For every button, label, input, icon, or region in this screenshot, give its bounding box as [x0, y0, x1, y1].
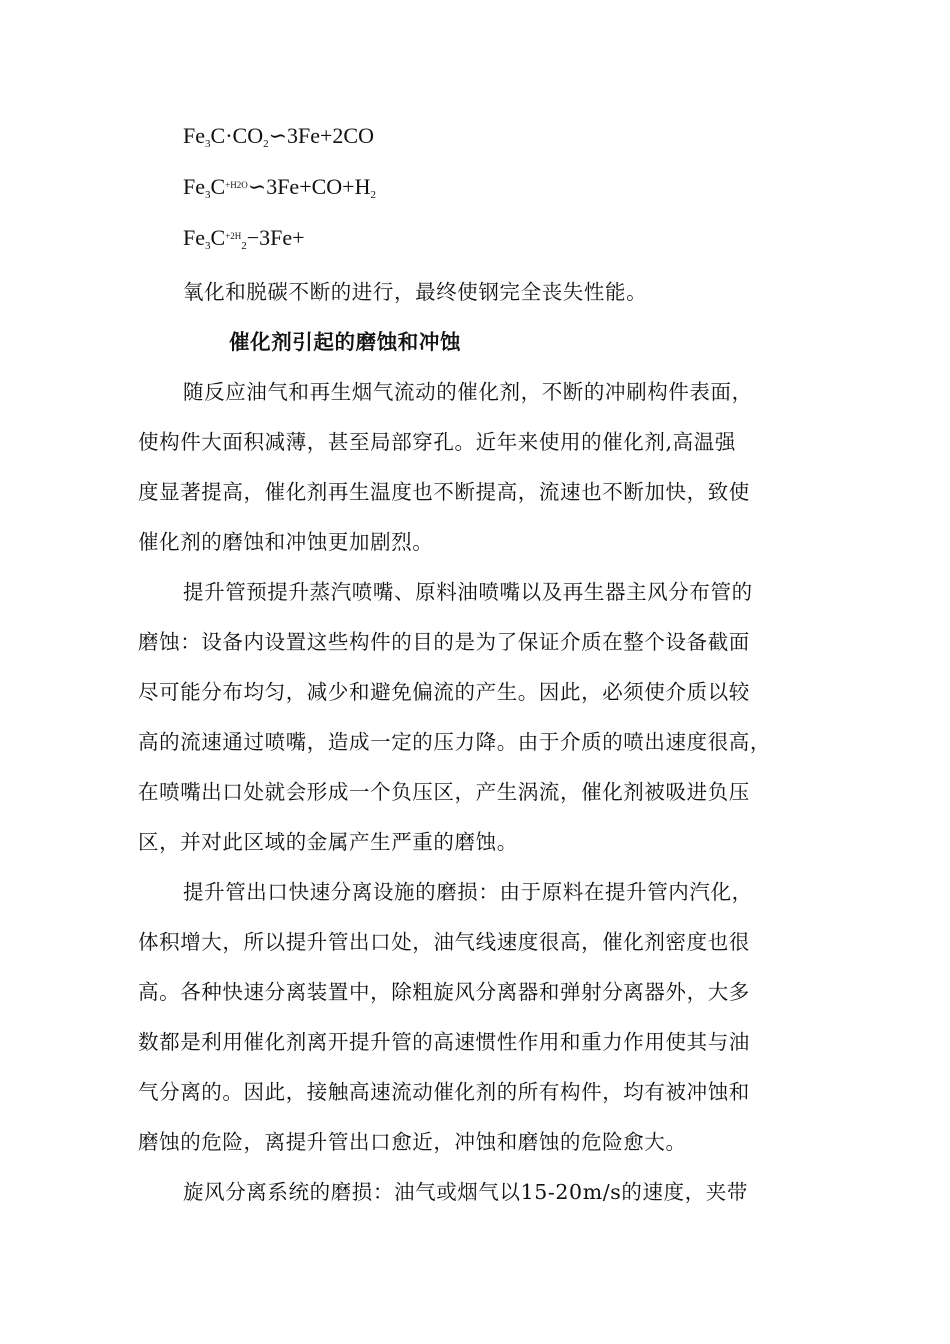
- paragraph-line: 磨蚀：设备内设置这些构件的目的是为了保证介质在整个设备截面: [138, 630, 750, 654]
- formula-superscript: +H: [225, 180, 237, 190]
- formula-superscript: 2: [236, 180, 242, 190]
- formula-subscript: 2: [241, 240, 247, 252]
- formula-text: Fe: [183, 174, 205, 199]
- paragraph-oxidation: 氧化和脱碳不断的进行，最终使钢完全丧失性能。: [183, 280, 648, 304]
- section-heading: 催化剂引起的磨蚀和冲蚀: [229, 330, 462, 354]
- paragraph-line: 提升管出口快速分离设施的磨损：由于原料在提升管内汽化，: [183, 880, 753, 904]
- formula-1: [183, 123, 374, 149]
- paragraph-line: 气分离的。因此，接触高速流动催化剂的所有构件，均有被冲蚀和: [138, 1080, 750, 1104]
- formula-text: Fe: [183, 123, 205, 148]
- formula-superscript: O: [241, 180, 248, 190]
- paragraph-line: 高的流速通过喷嘴，造成一定的压力降。由于介质的喷出速度很高，: [138, 730, 771, 754]
- formula-text: C: [210, 225, 226, 250]
- formula-subscript: 2: [370, 189, 376, 201]
- formula-text: ∽3Fe+CO+H: [247, 174, 371, 199]
- paragraph-line: 使构件大面积减薄，甚至局部穿孔。近年来使用的催化剂,高温强: [138, 430, 736, 454]
- paragraph-line: 催化剂的磨蚀和冲蚀更加剧烈。: [138, 530, 434, 554]
- paragraph-line: 数都是利用催化剂离开提升管的高速惯性作用和重力作用使其与油: [138, 1030, 750, 1054]
- formula-text: Fe: [183, 225, 205, 250]
- formula-subscript: 3: [205, 240, 211, 252]
- paragraph-line: 旋风分离系统的磨损：油气或烟气以15-20m/s的速度，夹带: [183, 1180, 748, 1204]
- paragraph-line: 随反应油气和再生烟气流动的催化剂，不断的冲刷构件表面，: [183, 380, 753, 404]
- paragraph-line: 磨蚀的危险，离提升管出口愈近，冲蚀和磨蚀的危险愈大。: [138, 1130, 687, 1154]
- formula-subscript: 2: [263, 138, 269, 150]
- formula-text: C: [210, 174, 226, 199]
- paragraph-line: 尽可能分布均匀，减少和避免偏流的产生。因此，必须使介质以较: [138, 680, 750, 704]
- formula-text: C: [210, 123, 226, 148]
- paragraph-line: 区，并对此区域的金属产生严重的磨蚀。: [138, 830, 518, 854]
- formula-subscript: 3: [205, 138, 211, 150]
- formula-superscript: +2H: [225, 231, 242, 241]
- paragraph-line: 提升管预提升蒸汽喷嘴、原料油喷嘴以及再生器主风分布管的: [183, 580, 753, 604]
- formula-text: −3Fe+: [246, 225, 305, 250]
- paragraph-line: 体积增大，所以提升管出口处，油气线速度很高，催化剂密度也很: [138, 930, 750, 954]
- paragraph-line: 度显著提高，催化剂再生温度也不断提高，流速也不断加快，致使: [138, 480, 750, 504]
- paragraph-line: 在喷嘴出口处就会形成一个负压区，产生涡流，催化剂被吸进负压: [138, 780, 750, 804]
- paragraph-line: 高。各种快速分离装置中，除粗旋风分离器和弹射分离器外，大多: [138, 980, 750, 1004]
- formula-subscript: 3: [205, 189, 211, 201]
- formula-2: [183, 174, 376, 200]
- formula-3: [183, 225, 305, 251]
- formula-text: ∽3Fe+2CO: [268, 123, 374, 148]
- formula-text: ·CO: [225, 123, 264, 148]
